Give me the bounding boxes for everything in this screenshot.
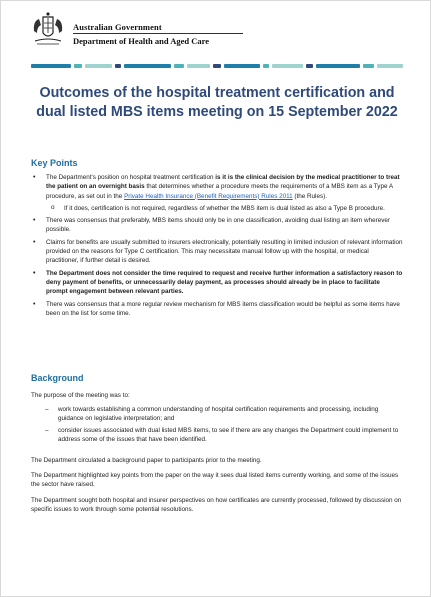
purpose-item: – consider issues associated with dual listed MBS items, to see if there are any changes the Department could implement to address some of the issues that have been identified. — [31, 426, 403, 445]
band-segment — [85, 64, 113, 68]
band-segment — [74, 64, 81, 68]
background-paragraph: The Department circulated a background paper to participants prior to the meeting. — [31, 457, 262, 464]
department-name: Department of Health and Aged Care — [73, 36, 210, 46]
key-point-sublist — [46, 204, 403, 213]
background-paragraph: The Department sought both hospital and insurer perspectives on how certificates are currently processed, followed by discussion on specific issues to work through some potential resolutions. — [31, 497, 402, 514]
government-header — [31, 11, 411, 57]
band-segment — [31, 64, 71, 68]
key-points-heading: Key Points — [31, 158, 78, 168]
key-point-item: • Claims for benefits are usually submitted to insurers electronically, potentially resulting in limited inclusion of relevant information provided on the reasons for Type C certification. This may necessitate manual follow up with the hospital, or medical practitioner, if further detail is desired. — [31, 238, 403, 266]
header-divider — [73, 33, 243, 34]
key-point-bold-text: is it is the clinical decision by the medical practitioner to treat the patient on an overnight basis — [46, 174, 400, 191]
band-segment — [316, 64, 360, 68]
band-segment — [306, 64, 313, 68]
key-point-item: • There was consensus that a more regular review mechanism for MBS items classification would be helpful as some items have been on the list for some time. — [31, 300, 403, 319]
background-intro: The purpose of the meeting was to: — [31, 392, 130, 399]
band-segment — [377, 64, 403, 68]
coat-of-arms-icon — [31, 11, 65, 49]
key-points-list — [31, 173, 403, 321]
band-segment — [224, 64, 261, 68]
background-heading: Background — [31, 373, 84, 383]
key-point-item — [31, 173, 403, 213]
key-point-text: The Department's position on hospital treatment certification — [46, 174, 216, 181]
key-point-item: • There was consensus that preferably, MBS items should only be in one classification, avoiding dual listing an item wherever possible. — [31, 216, 403, 235]
band-segment — [272, 64, 303, 68]
key-point-subitem: o If it does, certification is not required, regardless of whether the MBS item is dual listed as also a Type B procedure. — [49, 204, 403, 213]
government-name: Australian Government — [73, 22, 162, 32]
band-segment — [115, 64, 121, 68]
band-segment — [124, 64, 172, 68]
key-point-text: that determines whether a procedure meets the requirements of a MBS item as a Type A procedure, as set out in the — [46, 183, 393, 200]
rules-link[interactable]: Private Health Insurance (Benefit Requirements) Rules 2011 — [124, 192, 293, 200]
purpose-item: – work towards establishing a common understanding of hospital certification requirements and processing, including guidance on legislative interpretation; and — [31, 405, 403, 424]
band-segment — [263, 64, 269, 68]
key-point-item: • The Department does not consider the time required to request and receive further information a satisfactory reason to deny payment of benefits, or unnecessarily delay payment, as processes should already be in place to facilitate prompt engagement between relevant parties. — [31, 269, 403, 297]
background-paragraph: The Department highlighted key points from the paper on the way it sees dual listed items currently working, and some of the issues the sector have raised. — [31, 472, 399, 489]
key-point-text: (the Rules). — [292, 192, 327, 200]
band-segment — [213, 64, 220, 68]
band-segment — [174, 64, 183, 68]
purpose-list — [31, 405, 403, 446]
band-segment — [187, 64, 211, 68]
document-title: Outcomes of the hospital treatment certification and dual listed MBS items meeting on 15 September 2022 — [36, 85, 398, 120]
band-segment — [363, 64, 374, 68]
decorative-band — [31, 64, 403, 68]
